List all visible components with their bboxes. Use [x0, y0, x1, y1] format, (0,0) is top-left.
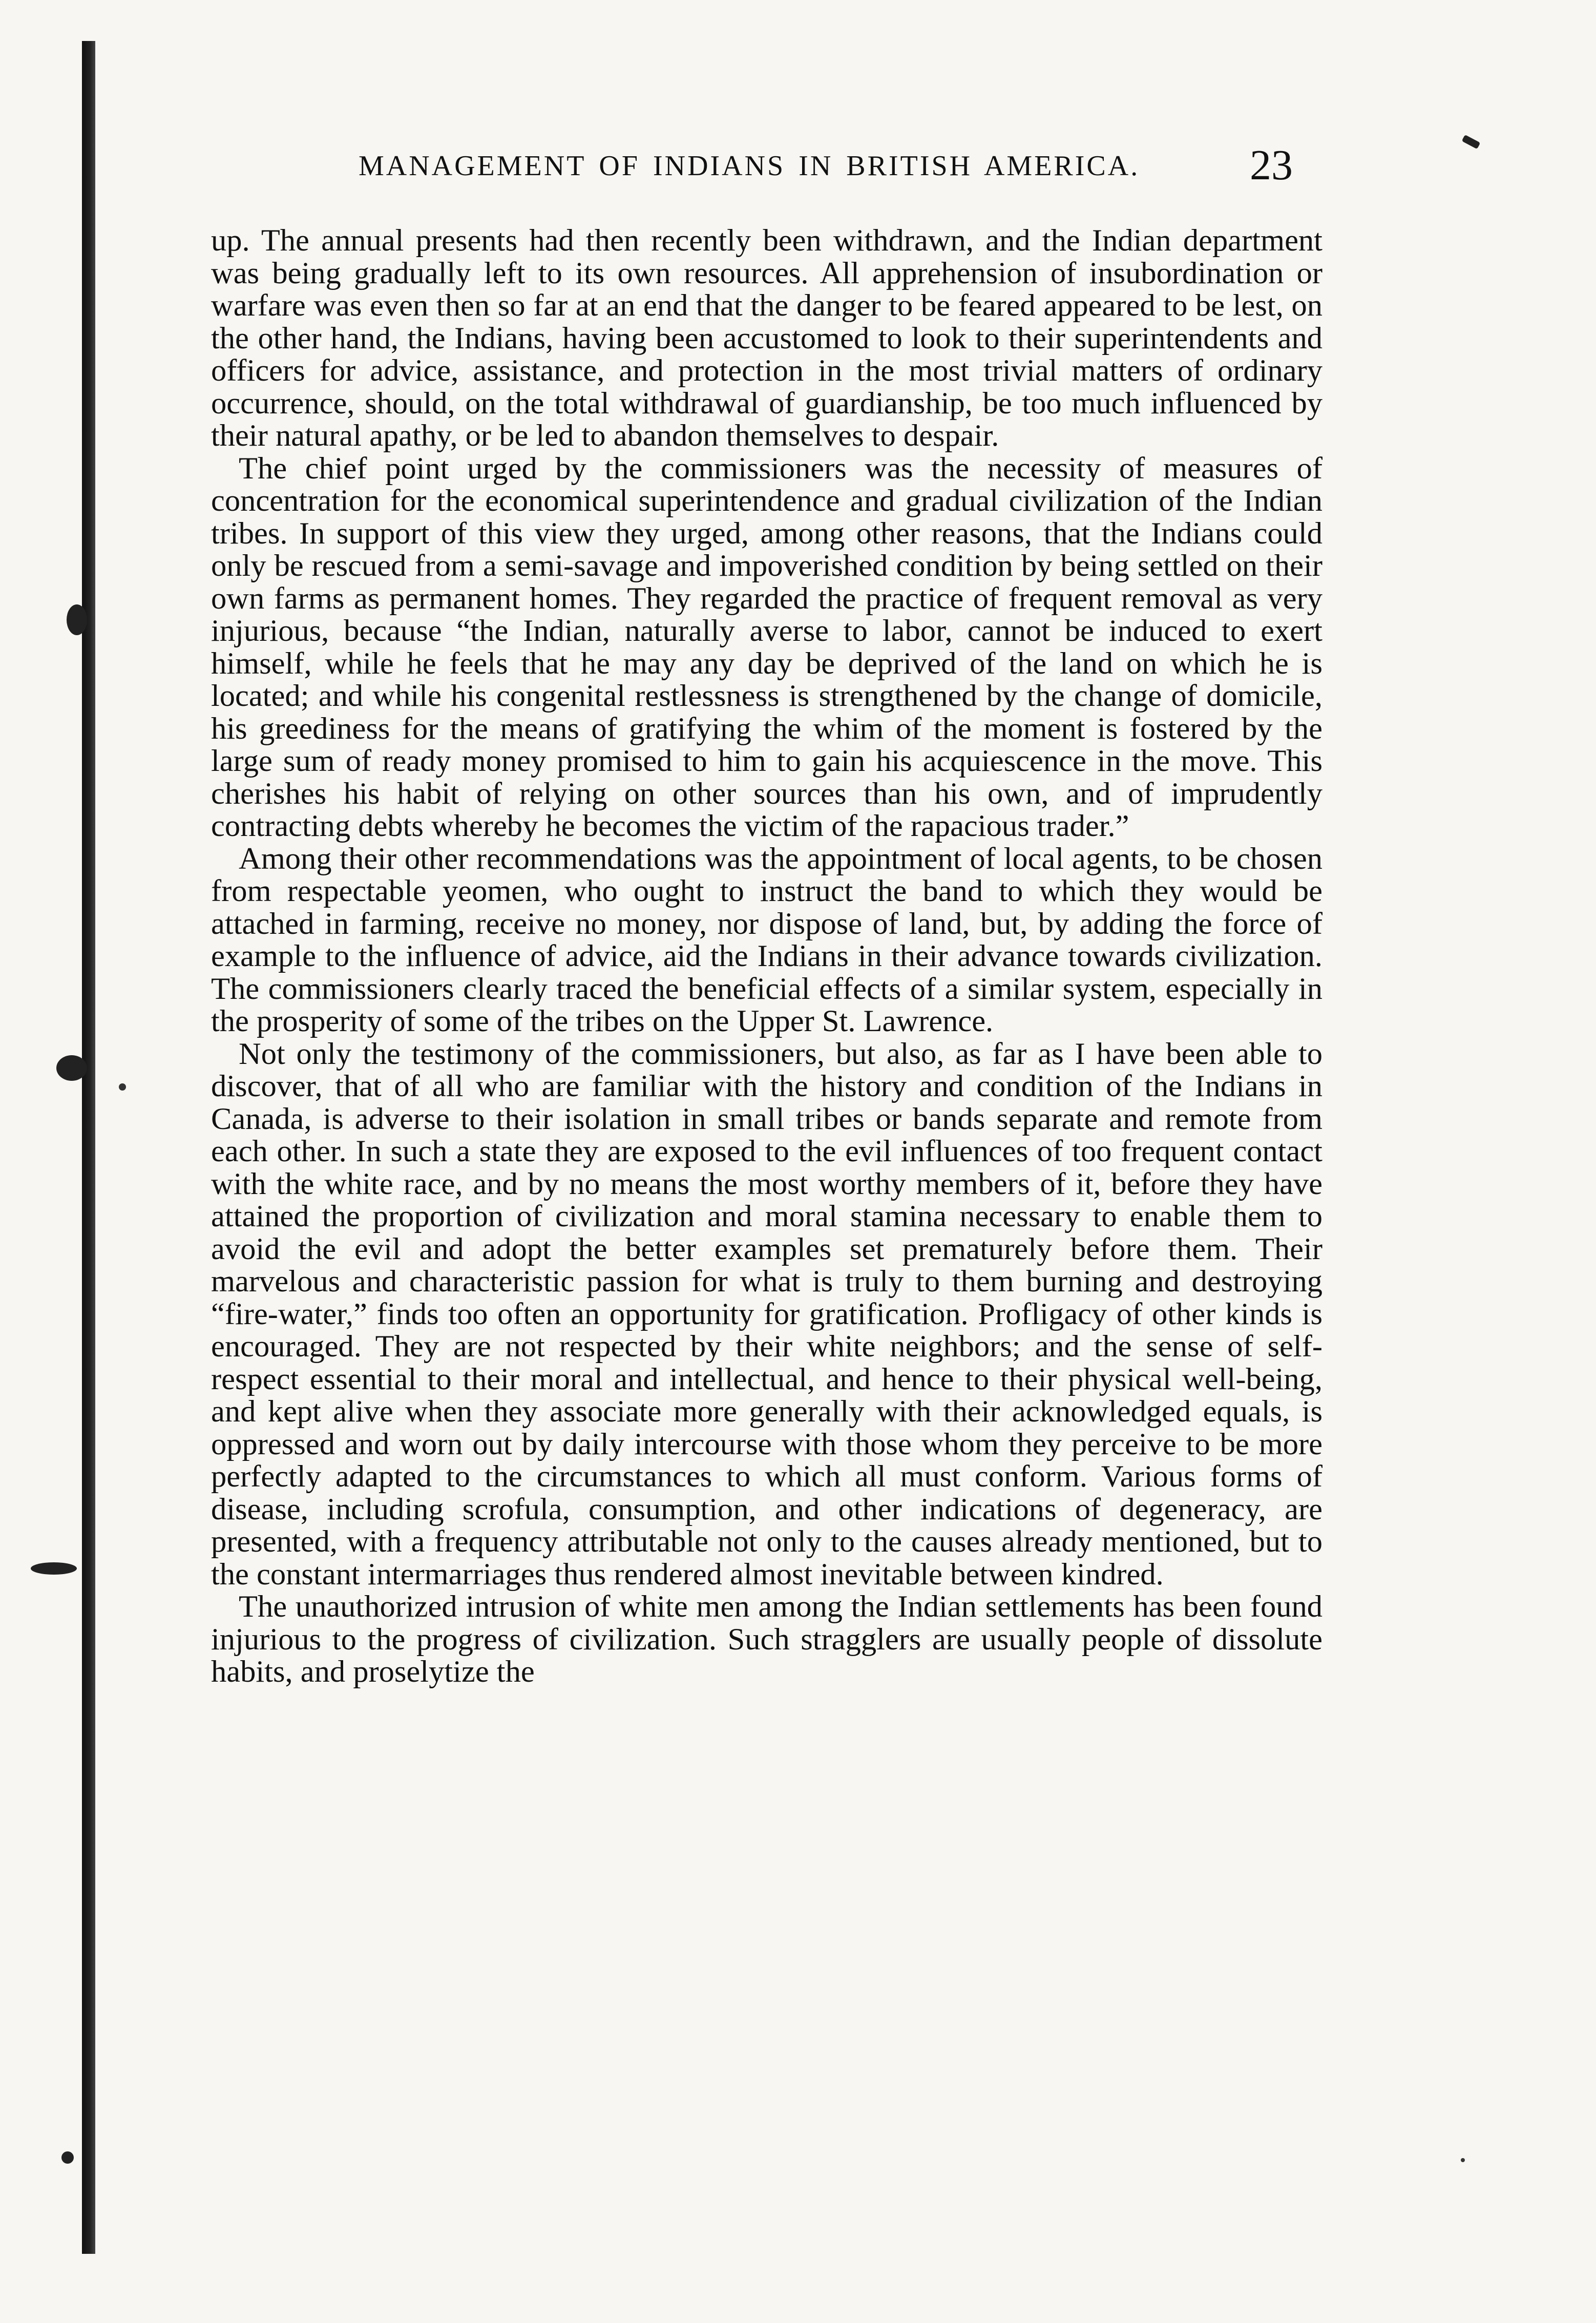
- paragraph: The chief point urged by the commissioners was the necessity of measures of concentration for the economical superintendence and gradual civilization of the Indian tribes. In support of this view they urged, among other reasons, that the Indians could only be rescued from a semi-savage and impoverished condition by being settled on their own farms as permanent homes. They regarded the practice of frequent removal as very injurious, because “the Indian, naturally averse to labor, cannot be induced to exert himself, while he feels that he may any day be deprived of the land on which he is located; and while his congenital restlessness is strengthened by the change of domicile, his greediness for the means of gratifying the whim of the moment is fostered by the large sum of ready money promised to him to gain his acquiescence in the move. This cherishes his habit of relying on other sources than his own, and of imprudently contracting debts whereby he becomes the victim of the rapacious trader.”: [211, 451, 1322, 843]
- paragraph: Not only the testimony of the commissioners, but also, as far as I have been able to discover, that of all who are familiar with the history and condition of the Indians in Canada, is adverse to their isolation in small tribes or bands separate and remote from each other. In such a state they are exposed to the evil influences of too frequent contact with the white race, and by no means the most worthy members of it, before they have attained the proportion of civilization and moral stamina necessary to enable them to avoid the evil and adopt the better examples set prematurely before them. Their marvelous and characteristic passion for what is truly to them burning and destroying “fire-water,” finds too often an opportunity for gratification. Profligacy of other kinds is encouraged. They are not respected by their white neighbors; and the sense of self-respect essential to their moral and intellectual, and hence to their physical well-being, and kept alive when they associate more generally with their acknowledged equals, is oppressed and worn out by daily intercourse with those whom they perceive to be more perfectly adapted to the circumstances to which all must conform. Various forms of disease, including scrofula, consumption, and other indications of degeneracy, are presented, with a frequency attributable not only to the causes already mentioned, but to the constant intermarriages thus rendered almost inevitable between kindred.: [211, 1036, 1322, 1592]
- binding-speck: [31, 1562, 77, 1575]
- paragraph: The unauthorized intrusion of white men among the Indian settlements has been found injurious to the progress of civilization. Such stragglers are usually people of dissolute habits, and proselytize the: [211, 1589, 1322, 1689]
- binding-edge: [82, 41, 95, 2254]
- running-head: MANAGEMENT OF INDIANS IN BRITISH AMERICA.: [359, 150, 1140, 182]
- corner-mark: [1462, 135, 1481, 149]
- paragraph: Among their other recommendations was the appointment of local agents, to be chosen from respectable yeomen, who ought to instruct the band to which they would be attached in farming, receive no money, nor dispose of land, but, by adding the force of example to the influence of advice, aid the Indians in their advance towards civilization. The commissioners clearly traced the beneficial effects of a similar system, especially in the prosperity of some of the tribes on the Upper St. Lawrence.: [211, 841, 1322, 1038]
- page-number: 23: [1250, 141, 1293, 189]
- binding-speck: [56, 1055, 87, 1081]
- body-text: [211, 224, 1322, 1688]
- page-header: [359, 141, 1293, 196]
- binding-speck: [61, 2151, 74, 2164]
- speck: [1461, 2158, 1465, 2162]
- speck: [119, 1083, 126, 1091]
- binding-speck: [67, 604, 87, 635]
- paragraph: up. The annual presents had then recently been withdrawn, and the Indian department was being gradually left to its own resources. All apprehension of insubordination or warfare was even then so far at an end that the danger to be feared appeared to be lest, on the other hand, the Indians, having been accustomed to look to their superintendents and officers for advice, assistance, and protection in the most trivial matters of ordinary occurrence, should, on the total withdrawal of guardianship, be too much influenced by their natural apathy, or be led to abandon themselves to despair.: [211, 223, 1322, 453]
